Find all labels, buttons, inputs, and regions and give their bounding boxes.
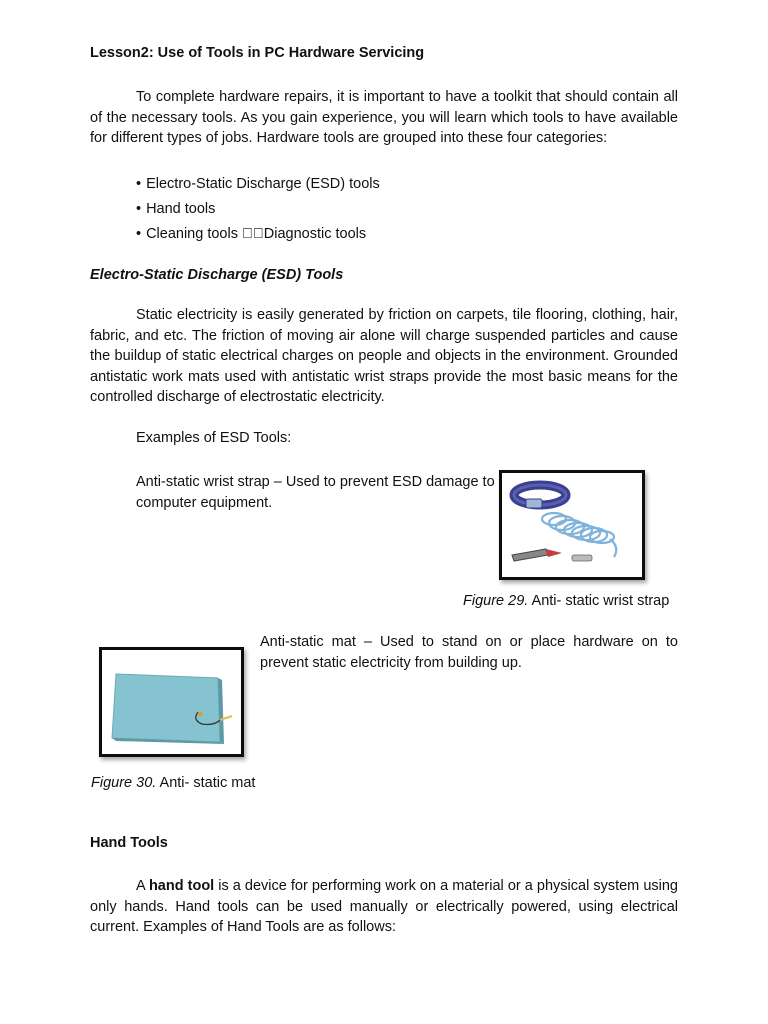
anti-static-mat-image bbox=[102, 650, 241, 754]
anti-static-mat-description: Anti-static mat – Used to stand on or place hardware on to prevent static electricity from building up. bbox=[260, 634, 678, 671]
figure-caption-text: Anti- static wrist strap bbox=[528, 593, 670, 609]
hand-tools-paragraph bbox=[90, 876, 678, 938]
wrist-strap-description: Anti-static wrist strap – Used to prevent ESD damage to computer equipment. bbox=[136, 474, 495, 511]
list-item: • Hand tools bbox=[136, 199, 380, 224]
hand-tool-term: hand tool bbox=[148, 878, 215, 894]
list-item: • Cleaning tools   Diagnostic tools bbox=[136, 224, 380, 249]
lesson-title: Lesson2: Use of Tools in PC Hardware Servicing bbox=[90, 45, 425, 61]
figure-label: Figure 29. bbox=[463, 593, 529, 609]
tool-categories-list bbox=[136, 174, 380, 249]
anti-static-mat-figure bbox=[99, 647, 244, 757]
esd-heading: Electro-Static Discharge (ESD) Tools bbox=[90, 267, 344, 283]
hand-tools-heading: Hand Tools bbox=[90, 835, 168, 851]
esd-paragraph: Static electricity is easily generated by friction on carpets, tile flooring, clothing, hair, fabric, and etc. The friction of moving air alone will charge suspended particles and cause the buildup of static electrical charges on people and objects in the environment. Grounded antistatic work mats used with antistatic wrist straps provide the most basic means for the controlled discharge of electrostatic electricity. bbox=[90, 307, 678, 405]
figure-label: Figure 30. bbox=[91, 775, 157, 791]
figure-caption-text: Anti- static mat bbox=[156, 775, 256, 791]
wrist-strap-figure bbox=[499, 470, 645, 580]
wrist-strap-image bbox=[502, 473, 642, 577]
hand-tools-body: is a device for performing work on a material or a physical system using only hands. Hand tools can be used manually or electrically powered, using electrical current. Examples of Hand Tools are as follows: bbox=[90, 878, 678, 935]
list-item: • Electro-Static Discharge (ESD) tools bbox=[136, 174, 380, 199]
figure-29-caption bbox=[463, 593, 669, 609]
examples-label: Examples of ESD Tools: bbox=[136, 430, 292, 446]
intro-paragraph: To complete hardware repairs, it is important to have a toolkit that should contain all of the necessary tools. As you gain experience, you will learn which tools to have available for different types of jobs. Hardware tools are grouped into these four categories: bbox=[90, 89, 678, 146]
hand-tools-lead: A bbox=[136, 878, 149, 894]
figure-30-caption bbox=[91, 775, 255, 791]
